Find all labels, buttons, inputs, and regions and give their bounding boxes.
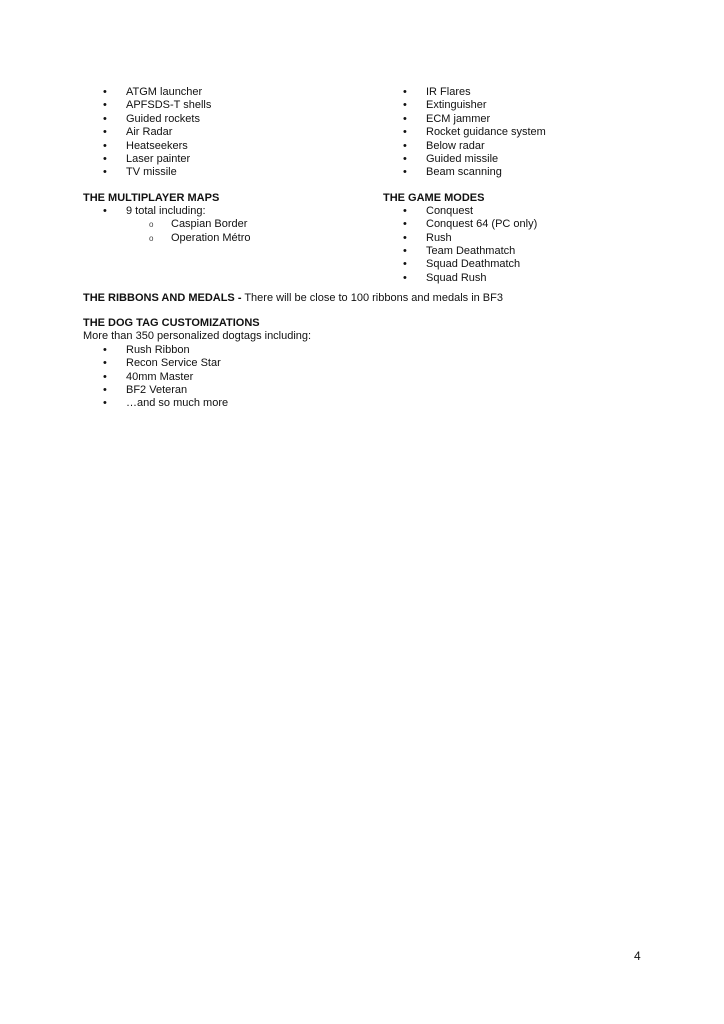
- modes-list: [383, 205, 546, 285]
- weapons-list-left: [83, 86, 250, 180]
- ribbons-paragraph: [83, 292, 503, 305]
- ribbons-heading: THE RIBBONS AND MEDALS -: [83, 292, 242, 304]
- list-item: • Guided rockets: [83, 113, 250, 126]
- list-item: • Rush Ribbon: [83, 344, 503, 357]
- right-column: [383, 86, 546, 285]
- list-item: • ECM jammer: [383, 113, 546, 126]
- list-item: • Rocket guidance system: [383, 126, 546, 139]
- list-item: • Recon Service Star: [83, 357, 503, 370]
- list-item: • Squad Rush: [383, 272, 546, 285]
- list-item: • IR Flares: [383, 86, 546, 99]
- list-item: • Conquest 64 (PC only): [383, 218, 546, 231]
- dogtags-list: [83, 344, 503, 411]
- maps-heading: THE MULTIPLAYER MAPS: [83, 191, 220, 204]
- list-item: • Heatseekers: [83, 140, 250, 153]
- list-item: • 9 total including:: [83, 205, 250, 218]
- list-item: • Extinguisher: [383, 99, 546, 112]
- list-item: • APFSDS-T shells: [83, 99, 250, 112]
- page-number: 4: [634, 949, 641, 963]
- list-item: • Team Deathmatch: [383, 245, 546, 258]
- ribbons-text: There will be close to 100 ribbons and medals in BF3: [241, 292, 503, 304]
- list-item: • 40mm Master: [83, 371, 503, 384]
- modes-heading: THE GAME MODES: [383, 191, 485, 204]
- list-item: o Operation Métro: [83, 232, 250, 245]
- list-item: o Caspian Border: [83, 218, 250, 231]
- maps-sublist: [83, 218, 250, 245]
- list-item: • Below radar: [383, 140, 546, 153]
- list-item: • Laser painter: [83, 153, 250, 166]
- list-item: • TV missile: [83, 166, 250, 179]
- list-item: • Rush: [383, 232, 546, 245]
- list-item: • …and so much more: [83, 397, 503, 410]
- list-item: • Conquest: [383, 205, 546, 218]
- list-item: • Squad Deathmatch: [383, 258, 546, 271]
- dogtags-heading: THE DOG TAG CUSTOMIZATIONS: [83, 317, 260, 330]
- dogtags-intro: More than 350 personalized dogtags including:: [83, 330, 312, 343]
- weapons-list-right: [383, 86, 546, 180]
- bottom-section: [83, 292, 503, 411]
- list-item: • BF2 Veteran: [83, 384, 503, 397]
- maps-list: [83, 205, 250, 218]
- list-item: • Beam scanning: [383, 166, 546, 179]
- list-item: • Air Radar: [83, 126, 250, 139]
- left-column: [83, 86, 250, 245]
- list-item: • ATGM launcher: [83, 86, 250, 99]
- list-item: • Guided missile: [383, 153, 546, 166]
